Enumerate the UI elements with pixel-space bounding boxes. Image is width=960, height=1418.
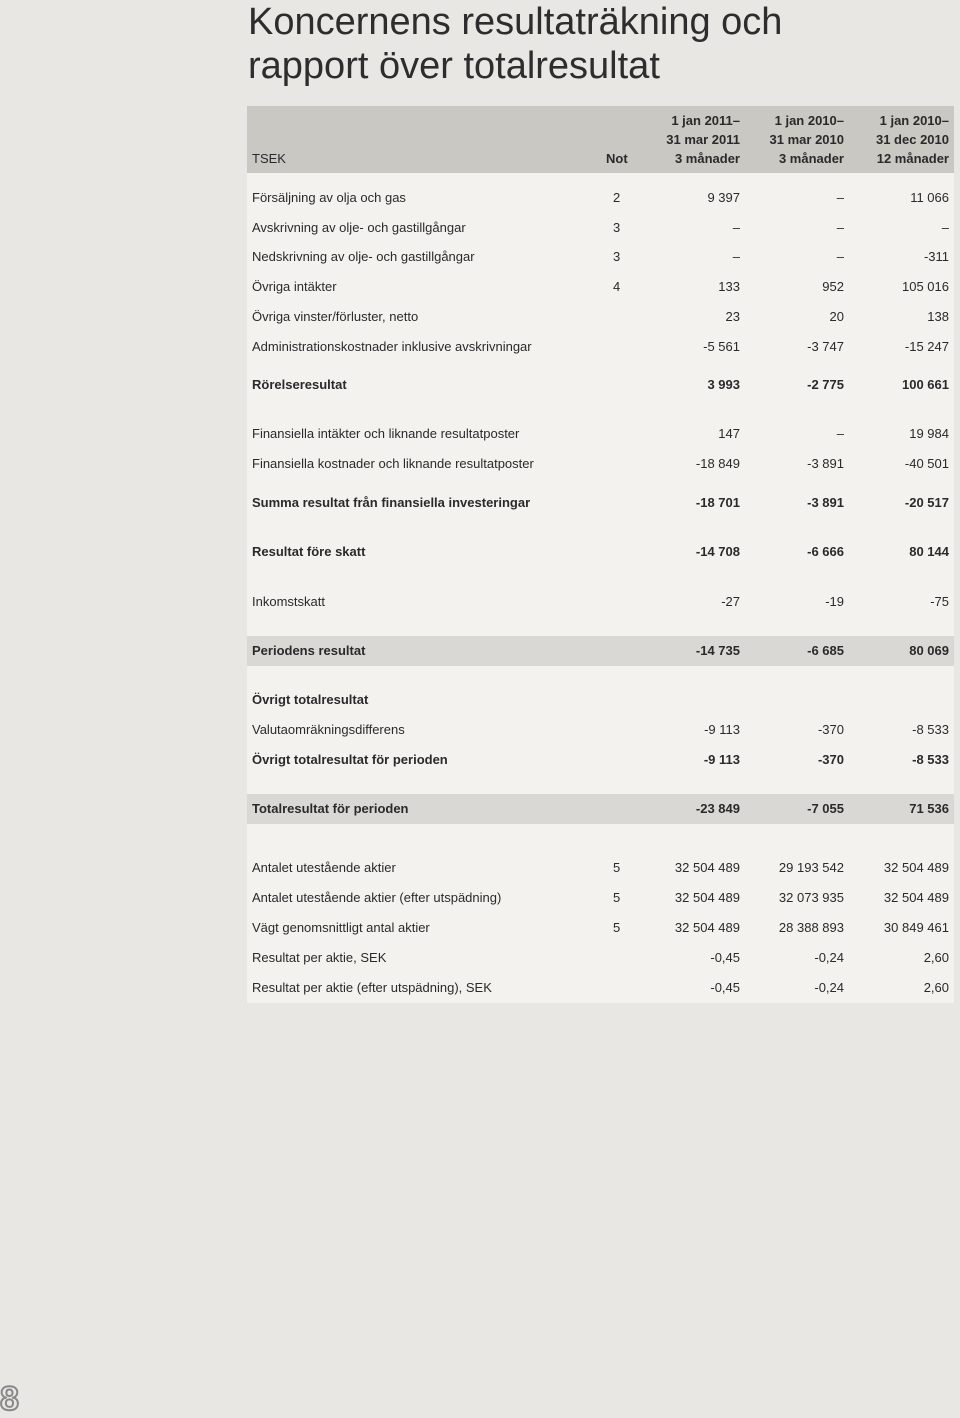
row-value-q1-2011: 32 504 489 — [674, 860, 740, 875]
table-row — [247, 272, 954, 302]
table-row — [247, 587, 954, 617]
header-col2-line3: 3 månader — [778, 151, 844, 166]
row-note: 2 — [613, 190, 621, 205]
row-value-fy-2010: 32 504 489 — [883, 860, 949, 875]
row-value-q1-2011: -0,45 — [710, 950, 740, 965]
row-label: Resultat per aktie (efter utspädning), SEK — [252, 980, 492, 995]
table-row-financial-total — [247, 488, 954, 518]
row-value-fy-2010: -8 533 — [912, 752, 949, 767]
row-value-fy-2010: 71 536 — [909, 801, 949, 816]
row-label: Försäljning av olja och gas — [252, 190, 406, 205]
row-value-q1-2010: -7 055 — [807, 801, 844, 816]
row-note: 5 — [613, 920, 621, 935]
row-value-q1-2010: – — [836, 190, 844, 205]
row-value-q1-2011: -23 849 — [695, 801, 740, 816]
table-row — [247, 419, 954, 449]
row-value-fy-2010: 80 069 — [909, 643, 949, 658]
row-label: Totalresultat för perioden — [252, 801, 409, 816]
row-value-q1-2011: -18 849 — [695, 456, 740, 471]
row-value-fy-2010: 80 144 — [909, 544, 949, 559]
table-row — [247, 242, 954, 272]
row-value-fy-2010: 32 504 489 — [883, 890, 949, 905]
row-value-fy-2010: 30 849 461 — [883, 920, 949, 935]
row-label: Administrationskostnader inklusive avskrivningar — [252, 339, 532, 354]
page-number: 8 — [0, 1380, 19, 1418]
table-row-operating-result — [247, 370, 954, 400]
row-note: 5 — [613, 860, 621, 875]
row-value-q1-2011: 147 — [718, 426, 740, 441]
row-value-q1-2010: – — [836, 220, 844, 235]
header-col2-line1: 1 jan 2010– — [774, 113, 844, 128]
row-value-q1-2010: -0,24 — [814, 950, 844, 965]
table-row — [247, 913, 954, 943]
row-value-q1-2010: -6 685 — [807, 643, 844, 658]
row-value-q1-2010: – — [836, 249, 844, 264]
row-value-q1-2011: -14 735 — [695, 643, 740, 658]
row-value-q1-2010: 28 388 893 — [778, 920, 844, 935]
row-value-q1-2010: -370 — [817, 752, 844, 767]
row-label: Valutaomräkningsdifferens — [252, 722, 405, 737]
row-value-q1-2011: -5 561 — [703, 339, 740, 354]
row-value-q1-2011: – — [732, 249, 740, 264]
header-col1-line2: 31 mar 2011 — [666, 132, 740, 147]
table-row — [247, 449, 954, 479]
row-label: Övrigt totalresultat för perioden — [252, 752, 448, 767]
row-value-q1-2010: 32 073 935 — [778, 890, 844, 905]
row-value-q1-2011: 32 504 489 — [674, 920, 740, 935]
table-row — [247, 853, 954, 883]
row-value-fy-2010: 2,60 — [923, 980, 949, 995]
row-note: 4 — [613, 279, 621, 294]
row-label: Inkomstskatt — [252, 594, 325, 609]
row-value-fy-2010: -311 — [923, 249, 949, 264]
row-value-q1-2011: -14 708 — [695, 544, 740, 559]
row-label: Avskrivning av olje- och gastillgångar — [252, 220, 466, 235]
header-col3-line3: 12 månader — [876, 151, 949, 166]
row-label: Finansiella kostnader och liknande resultatposter — [252, 456, 534, 471]
header-col1-line3: 3 månader — [674, 151, 740, 166]
header-col3-line1: 1 jan 2010– — [879, 113, 949, 128]
row-label: Antalet utestående aktier (efter utspädning) — [252, 890, 502, 905]
row-value-q1-2011: 3 993 — [707, 377, 740, 392]
row-label: Resultat per aktie, SEK — [252, 950, 387, 965]
header-not: Not — [606, 151, 628, 166]
row-value-q1-2010: -2 775 — [807, 377, 844, 392]
row-value-q1-2011: 9 397 — [707, 190, 740, 205]
row-value-q1-2011: -18 701 — [695, 495, 740, 510]
row-value-fy-2010: 105 016 — [902, 279, 949, 294]
row-value-q1-2011: -9 113 — [703, 752, 740, 767]
row-label: Periodens resultat — [252, 643, 366, 658]
row-label: Finansiella intäkter och liknande resultatposter — [252, 426, 520, 441]
table-row — [247, 973, 954, 1003]
row-value-q1-2010: -3 891 — [807, 456, 844, 471]
header-col2-line2: 31 mar 2010 — [769, 132, 844, 147]
table-row-section-heading — [247, 685, 954, 715]
row-value-q1-2010: 952 — [822, 279, 844, 294]
row-value-fy-2010: 2,60 — [923, 950, 949, 965]
header-col3-line2: 31 dec 2010 — [875, 132, 949, 147]
table-row-pretax-result — [247, 537, 954, 567]
row-value-q1-2011: -27 — [721, 594, 740, 609]
header-tsek: TSEK — [252, 151, 286, 166]
row-label: Antalet utestående aktier — [252, 860, 396, 875]
row-value-fy-2010: -15 247 — [904, 339, 949, 354]
header-col1-line1: 1 jan 2011– — [671, 113, 740, 128]
table-row-period-result — [247, 636, 954, 666]
row-value-q1-2011: 133 — [718, 279, 740, 294]
table-row — [247, 332, 954, 362]
table-row — [247, 302, 954, 332]
table-row — [247, 715, 954, 745]
row-label: Övriga vinster/förluster, netto — [252, 309, 419, 324]
row-value-fy-2010: 138 — [927, 309, 949, 324]
row-label: Summa resultat från finansiella investeringar — [252, 495, 531, 510]
table-row-oci-total — [247, 745, 954, 775]
page-title — [248, 0, 948, 88]
title-line-2: rapport över totalresultat — [248, 45, 660, 87]
section-heading: Övrigt totalresultat — [252, 692, 369, 707]
row-value-q1-2010: -3 747 — [807, 339, 844, 354]
row-value-q1-2011: 32 504 489 — [674, 890, 740, 905]
table-row — [247, 183, 954, 213]
row-note: 3 — [613, 220, 621, 235]
income-statement-table — [247, 106, 954, 1003]
row-value-fy-2010: 19 984 — [909, 426, 949, 441]
row-value-q1-2010: 29 193 542 — [778, 860, 844, 875]
row-label: Övriga intäkter — [252, 279, 337, 294]
table-row-total-result — [247, 794, 954, 824]
row-value-fy-2010: -8 533 — [912, 722, 949, 737]
row-value-fy-2010: -40 501 — [904, 456, 949, 471]
row-value-q1-2010: 20 — [829, 309, 844, 324]
row-value-q1-2011: – — [732, 220, 740, 235]
row-label: Vägt genomsnittligt antal aktier — [252, 920, 430, 935]
row-value-fy-2010: 100 661 — [902, 377, 949, 392]
title-line-1: Koncernens resultaträkning och — [248, 1, 783, 43]
table-row — [247, 883, 954, 913]
row-value-q1-2011: -9 113 — [704, 722, 740, 737]
row-value-q1-2010: -370 — [817, 722, 844, 737]
table-header — [247, 106, 954, 173]
row-value-fy-2010: 11 066 — [910, 190, 949, 205]
row-value-q1-2011: -0,45 — [710, 980, 740, 995]
row-value-q1-2010: -3 891 — [807, 495, 844, 510]
row-label: Nedskrivning av olje- och gastillgångar — [252, 249, 475, 264]
table-row — [247, 943, 954, 973]
row-value-fy-2010: – — [941, 220, 949, 235]
row-value-q1-2010: -6 666 — [807, 544, 844, 559]
row-value-q1-2011: 23 — [725, 309, 740, 324]
row-note: 5 — [613, 890, 621, 905]
row-value-q1-2010: -19 — [825, 594, 844, 609]
row-value-q1-2010: – — [836, 426, 844, 441]
row-value-fy-2010: -75 — [930, 594, 949, 609]
row-label: Resultat före skatt — [252, 544, 366, 559]
row-label: Rörelseresultat — [252, 377, 347, 392]
row-note: 3 — [613, 249, 621, 264]
row-value-fy-2010: -20 517 — [904, 495, 949, 510]
table-row — [247, 213, 954, 243]
row-value-q1-2010: -0,24 — [814, 980, 844, 995]
